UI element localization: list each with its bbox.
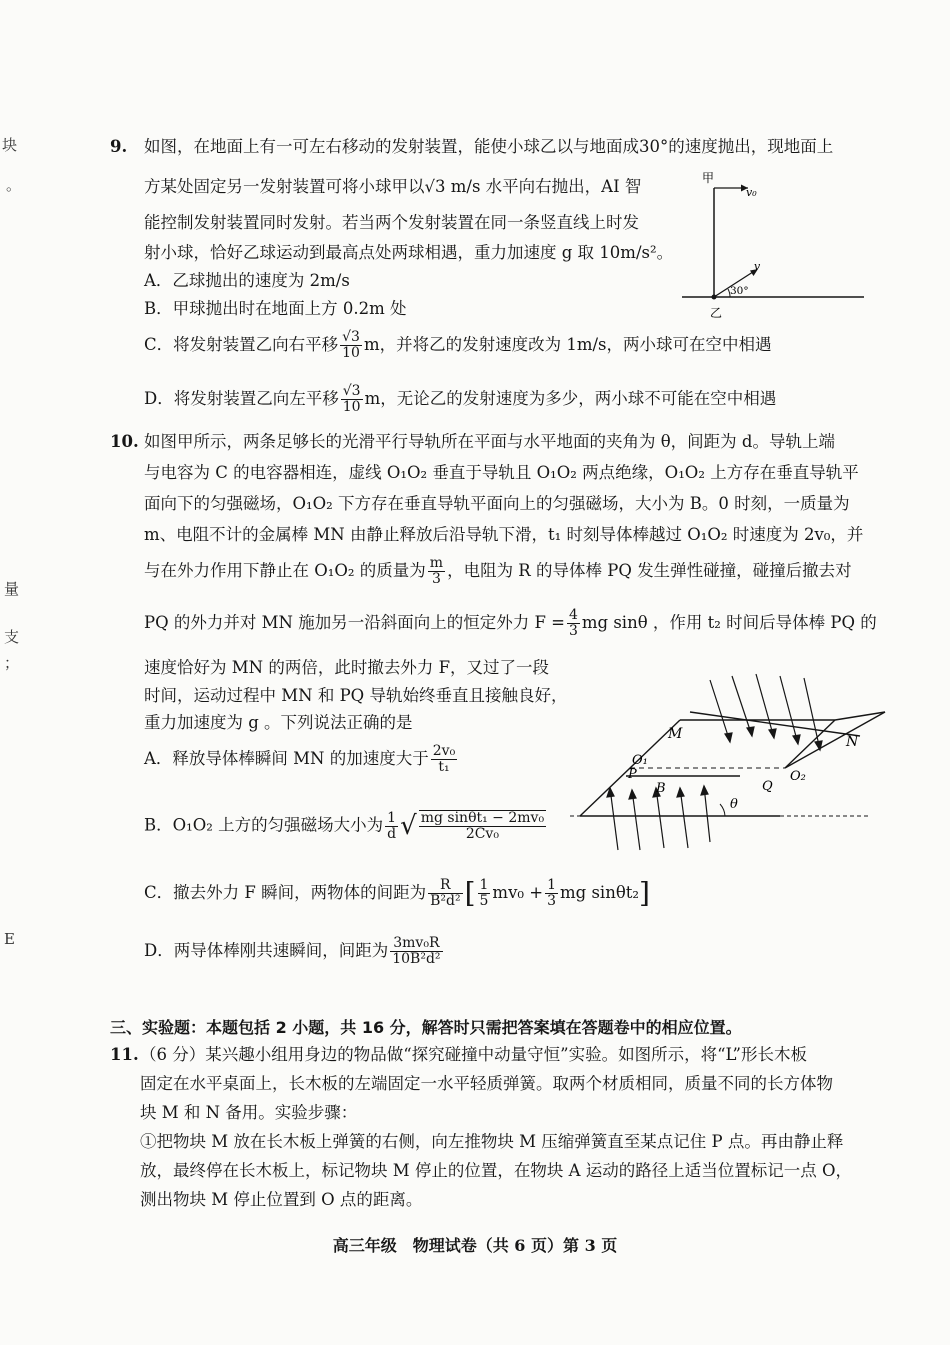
field-arrow-up: [610, 788, 618, 850]
question-text: 放，最终停在长木板上，标记物块 M 停止的位置，在物块 A 运动的路径上适当位置标记一点 O，: [140, 1161, 853, 1180]
option-d: D．将发射装置乙向左平移 $\frac{√3}{10}$ m，无论乙的发射速度为多少，两小球不可能在空中相遇: [144, 383, 777, 415]
field-arrow-down: [710, 680, 730, 742]
label-O1: O₁: [632, 753, 648, 768]
field-arrows-down: [710, 674, 822, 750]
field-arrowhead: [677, 788, 684, 797]
projectile-figure: [678, 166, 868, 326]
field-arrow-down: [756, 674, 774, 738]
edge-mark: 量: [4, 580, 20, 598]
rail-figure: [570, 672, 890, 852]
field-arrowhead: [701, 786, 708, 795]
question-number: 10.: [110, 432, 139, 451]
section-heading: 三、实验题：本题包括 2 小题，共 16 分，解答时只需把答案填在答题卷中的相应位置。: [110, 1018, 742, 1037]
question-text: 与在外力作用下静止在 O₁O₂ 的质量为 $\frac{m}{3}$ ，电阻为 R 的导体棒 PQ 发生弹性碰撞，碰撞后撤去对: [144, 555, 852, 587]
ball-yi: [712, 295, 717, 300]
edge-mark: 。: [6, 176, 22, 194]
question-text: PQ 的外力并对 MN 施加另一沿斜面向上的恒定外力 F = $\frac{4}{3}$ mg sinθ ，作用 t₂ 时间后导体棒 PQ 的: [144, 607, 877, 639]
field-arrowhead: [793, 735, 800, 744]
label-Q: Q: [762, 779, 773, 794]
question-text: 时间，运动过程中 MN 和 PQ 导轨始终垂直且接触良好，: [144, 686, 568, 705]
option-b: B．O₁O₂ 上方的匀强磁场大小为 $\frac{1}{d}$ √ $\frac{\text{mg sinθt₁ − 2mv₀}}{\text{2Cv₀}}$: [144, 809, 545, 842]
question-text: 能控制发射装置同时发射。若当两个发射装置在同一条竖直线上时发: [144, 213, 639, 232]
question-text: 速度恰好为 MN 的两倍，此时撤去外力 F，又过了一段: [144, 658, 550, 677]
option-a: A．乙球抛出的速度为 2m/s: [144, 271, 350, 290]
label-v: v: [754, 260, 761, 273]
edge-mark: E: [4, 930, 15, 948]
question-text: 如图，在地面上有一可左右移动的发射装置，能使小球乙以与地面成30°的速度抛出，现地面上: [144, 137, 834, 156]
label-O2: O₂: [790, 769, 806, 784]
option-c: C．撤去外力 F 瞬间，两物体的间距为 $\frac{R}{\text{B²d²}}$ [ $\frac{1}{5}$ mv₀ + $\frac{1}{3}$ mg sinθt₂]: [144, 876, 650, 910]
field-arrow-down: [732, 676, 752, 736]
option-a: A．释放导体棒瞬间 MN 的加速度大于 $\frac{\text{2v₀}}{\text{t₁}}$: [144, 743, 456, 775]
edge-mark: 支: [4, 628, 20, 646]
question-text: 固定在水平桌面上，长木板的左端固定一水平轻质弹簧。取两个材质相同，质量不同的长方体物: [140, 1074, 833, 1093]
question-text: 重力加速度为 g 。下列说法正确的是: [144, 713, 413, 732]
field-arrowhead: [725, 733, 732, 742]
field-arrowhead: [747, 727, 754, 736]
page-footer: 高三年级 物理试卷（共 6 页）第 3 页: [332, 1236, 618, 1255]
label-M: M: [668, 726, 683, 742]
option-c: C．将发射装置乙向右平移 $\frac{√3}{10}$ m，并将乙的发射速度改为 1m/s，两小球可在空中相遇: [144, 329, 772, 361]
question-number: 11.: [110, 1045, 139, 1064]
question-text: 测出物块 M 停止位置到 O 点的距离。: [140, 1190, 423, 1209]
option-d: D．两导体棒刚共速瞬间，间距为 $\frac{\text{3mv₀R}}{\text{10B²d²}}$: [144, 935, 441, 967]
label-v0: v₀: [746, 186, 757, 199]
field-arrowhead: [629, 790, 636, 799]
label-N: N: [846, 734, 859, 750]
question-text: ①把物块 M 放在长木板上弹簧的右侧，向左推物块 M 压缩弹簧直至某点记住 P 点。再由静止释: [140, 1132, 844, 1151]
label-B: B: [656, 781, 666, 796]
question-text: 射小球，恰好乙球运动到最高点处两球相遇，重力加速度 g 取 10m/s²。: [144, 243, 674, 262]
question-text: （6 分）某兴趣小组用身边的物品做“探究碰撞中动量守恒”实验。如图所示，将“L”形长木板: [140, 1045, 807, 1064]
option-b: B．甲球抛出时在地面上方 0.2m 处: [144, 299, 407, 318]
label-angle: 30°: [730, 285, 749, 297]
question-text: m、电阻不计的金属棒 MN 由静止释放后沿导轨下滑，t₁ 时刻导体棒越过 O₁O₂ 时速度为 2v₀，并: [144, 525, 864, 544]
label-theta: θ: [730, 797, 738, 812]
question-text: 方某处固定另一发射装置可将小球甲以√3 m/s 水平向右抛出，AI 智: [144, 177, 642, 196]
question-text: 如图甲所示，两条足够长的光滑平行导轨所在平面与水平地面的夹角为 θ，间距为 d。导轨上端: [144, 432, 835, 451]
edge-mark: 块: [2, 136, 18, 154]
field-arrow-down: [804, 678, 820, 750]
field-arrowhead: [769, 729, 776, 738]
label-P: P: [628, 767, 637, 782]
label-yi: 乙: [710, 306, 723, 320]
question-number: 9.: [110, 137, 128, 156]
question-text: 块 M 和 N 备用。实验步骤：: [140, 1103, 358, 1122]
edge-mark: ；: [4, 654, 20, 672]
field-arrow-down: [780, 676, 798, 744]
label-jia: 甲: [702, 171, 715, 185]
question-text: 面向下的匀强磁场，O₁O₂ 下方存在垂直导轨平面向上的匀强磁场，大小为 B。0 时刻，一质量为: [144, 494, 850, 513]
question-text: 与电容为 C 的电容器相连，虚线 O₁O₂ 垂直于导轨且 O₁O₂ 两点绝缘，O₁O₂ 上方存在垂直导轨平: [144, 463, 859, 482]
